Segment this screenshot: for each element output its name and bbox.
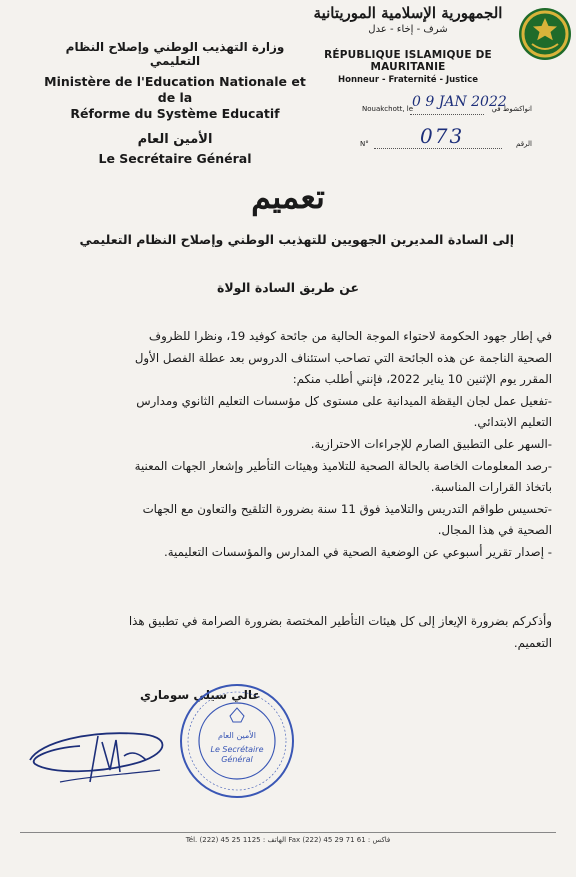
number-value: 073: [420, 124, 465, 148]
body-line: باتخاذ القرارات المناسبة.: [430, 480, 552, 495]
stamp-center-ar: الأمين العام: [217, 731, 257, 740]
body-line: التعليم الابتدائي.: [473, 415, 552, 430]
stamp-center-fr-2: Général: [221, 755, 253, 764]
body-line: -السهر على التطبيق الصارم للإجراءات الاحترازية.: [310, 436, 552, 451]
stamp-center-fr-1: Le Secrétaire: [210, 745, 264, 754]
reference-number-field: [360, 124, 532, 152]
addressee: إلى السادة المديرين الجهويين للتهذيب الوطني وإصلاح النظام التعليمي: [79, 232, 514, 247]
date-value: 0 9 JAN 2022: [412, 94, 507, 110]
national-emblem-icon: [518, 4, 572, 64]
republic-name-fr: RÉPUBLIQUE ISLAMIQUE DE MAURITANIE: [324, 49, 492, 73]
body-line: -تفعيل عمل لجان اليقظة الميدانية على مستوى كل مؤسسات التعليم الثانوي ومدارس: [136, 393, 552, 408]
date-field: [300, 96, 532, 118]
signatory-name: عالي سيلي سوماري: [140, 688, 261, 702]
footer-contact: Tél. (222) 45 25 1125 : الهاتف Fax (222) 45 29 71 61 : فاكس: [185, 836, 391, 844]
date-label-fr: Nouakchott, le: [362, 105, 414, 113]
motto-ar: شرف - إخاء - عدل: [368, 24, 448, 35]
body-line: الصحية في هذا المجال.: [437, 523, 552, 538]
official-stamp: [178, 682, 296, 800]
body-line: في إطار جهود الحكومة لاحتواء الموجة الحالية من جائحة كوفيد 19، ونظرا للظروف: [148, 329, 552, 343]
number-label-ar: الرقم: [516, 140, 532, 148]
number-label-fr: N°: [360, 140, 369, 148]
ministry-name-ar: وزارة التهذيب الوطني وإصلاح النظام التعليمي: [65, 40, 285, 68]
body-line: المقرر يوم الإثنين 10 يناير 2022، فإنني أطلب منكم:: [292, 372, 552, 387]
ministry-name-fr-line2: Réforme du Système Educatif: [70, 106, 280, 121]
body-line: -رصد المعلومات الخاصة بالحالة الصحية للتلاميذ وهيئات التأطير وإشعار الجهات المعنية: [134, 458, 552, 473]
body-line: - إصدار تقرير أسبوعي عن الوضعية الصحية في المدارس والمؤسسات التعليمية.: [163, 544, 552, 559]
republic-header: [300, 4, 516, 85]
document-title: تعميم: [251, 178, 325, 216]
footer-divider: [20, 832, 556, 833]
body-line: -تحسيس طواقم التدريس والتلاميذ فوق 11 سنة بضرورة التلقيح والتعاون مع الجهات: [142, 501, 552, 516]
ministry-header: [40, 40, 310, 167]
republic-name-ar: الجمهورية الإسلامية الموريتانية: [313, 4, 503, 22]
closing-paragraph: [30, 610, 552, 654]
secretary-title-ar: الأمين العام: [137, 132, 213, 147]
body-line: الصحية الناجمة عن هذه الجائحة التي تصاحب استئناف الدروس بعد عطلة الفصل الأول: [134, 350, 552, 365]
motto-fr: Honneur - Fraternité - Justice: [337, 75, 478, 85]
closing-line: التعميم.: [513, 636, 552, 650]
date-label-ar: انواكشوط في: [491, 105, 532, 113]
secretary-title-fr: Le Secrétaire Général: [98, 151, 252, 166]
document-body: [30, 326, 552, 564]
via-line: عن طريق السادة الولاة: [216, 280, 360, 295]
closing-line: وأذكركم بضرورة الإيعاز إلى كل هيئات التأطير المختصة بضرورة الصرامة في تطبيق هذا: [128, 614, 552, 628]
ministry-name-fr-line1: Ministère de l'Education Nationale et de la: [44, 74, 306, 105]
handwritten-signature: [20, 712, 200, 792]
